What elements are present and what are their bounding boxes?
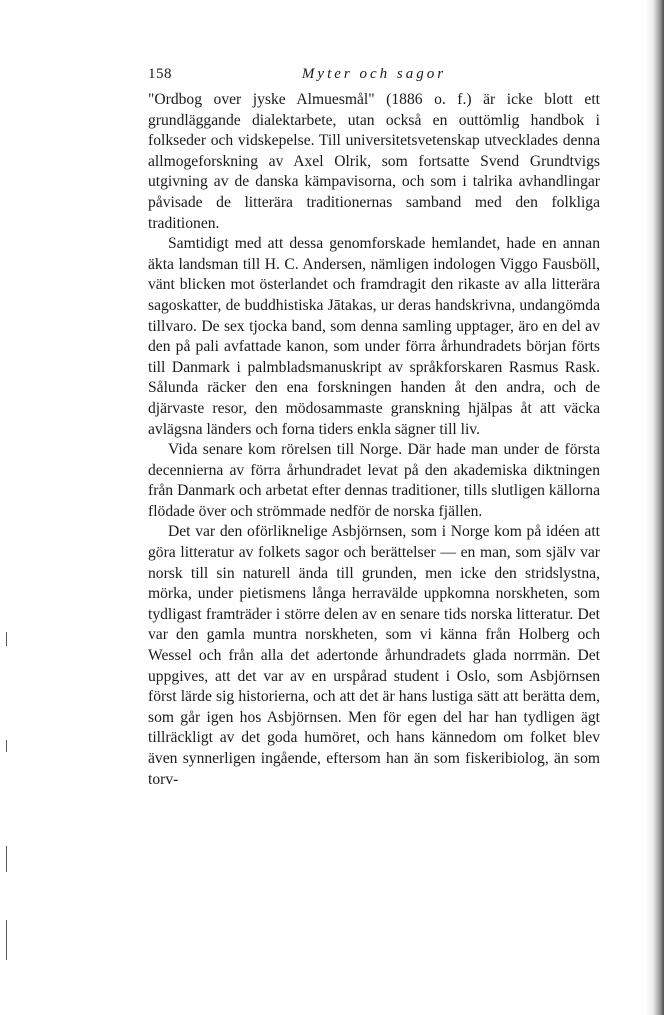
margin-mark xyxy=(6,846,7,872)
page-binding-edge xyxy=(646,0,664,1015)
margin-mark xyxy=(6,632,7,646)
paragraph: Det var den oförliknelige Asbjörnsen, som i Norge kom på idéen att göra litteratur av folkets sagor och berättelser — en man, som själv var norsk till sin naturell ända till grunden, men icke den stridslystna, mörka, under pietismens långa herravälde uppkomna norskheten, som tydligast framträder i större delen av en senare tids norska litteratur. Det var den gamla muntra norskheten, som vi känna från Holberg och Wessel och från alla det adertonde århundradets glada norrmän. Det uppgives, att det var av en urspårad student i Oslo, som Asbjörnsen först lärde sig historierna, och att det är hans lustiga sätt att berätta dem, som går igen hos Asbjörnsen. Men för egen del har han tydligen ägt tillräckligt av det goda humöret, och hans kännedom om folket blev även synnerligen ingående, eftersom han än som fiskeribiolog, än som torv- xyxy=(148,523,600,788)
paragraph: Vida senare kom rörelsen till Norge. Där hade man under de första decennierna av förra århundradet levat på den akademiska diktningen från Danmark och arbetat efter dennas traditioner, tills slutligen källorna flödade över och strömmade nedför de norska fjällen. xyxy=(148,441,600,520)
body-text xyxy=(148,90,600,790)
paragraph: "Ordbog over jyske Almuesmål" (1886 o. f.) är icke blott ett grundläggande dialektarbete, utan också en outtömlig handbok i folkseder och vidskepelse. Till universitetsvetenskap utvecklades denna allmogeforskning av Axel Olrik, som fortsatte Svend Grundtvigs utgivning av de danska kämpavisorna, och som i talrika avhandlingar påvisade de litterära traditionernas samband med den folkliga traditionen. xyxy=(148,91,600,232)
page-number: 158 xyxy=(148,66,172,82)
book-page xyxy=(148,66,600,790)
margin-mark xyxy=(6,920,7,960)
running-title: Myter och sagor xyxy=(301,66,447,82)
margin-mark xyxy=(6,740,7,752)
running-head xyxy=(148,66,600,90)
paragraph: Samtidigt med att dessa genomforskade hemlandet, hade en annan äkta landsman till H. C. Andersen, nämligen indologen Viggo Fausböll, vänt blicken mot österlandet och framdragit den rikaste av alla litterära sagoskatter, de buddhistiska Jātakas, ur deras handskrivna, undangömda tillvaro. De sex tjocka band, som denna samling upptager, äro en del av den på pali avfattade kanon, som under förra århundradets början förts till Danmark i palmbladsmanuskript av språkforskaren Rasmus Rask. Sålunda räcker den ena forskningen handen åt den andra, och de djärvaste resor, den mödosammaste granskning hjälpas åt att väcka avlägsna länders och forna tiders enkla sägner till liv. xyxy=(148,235,600,438)
